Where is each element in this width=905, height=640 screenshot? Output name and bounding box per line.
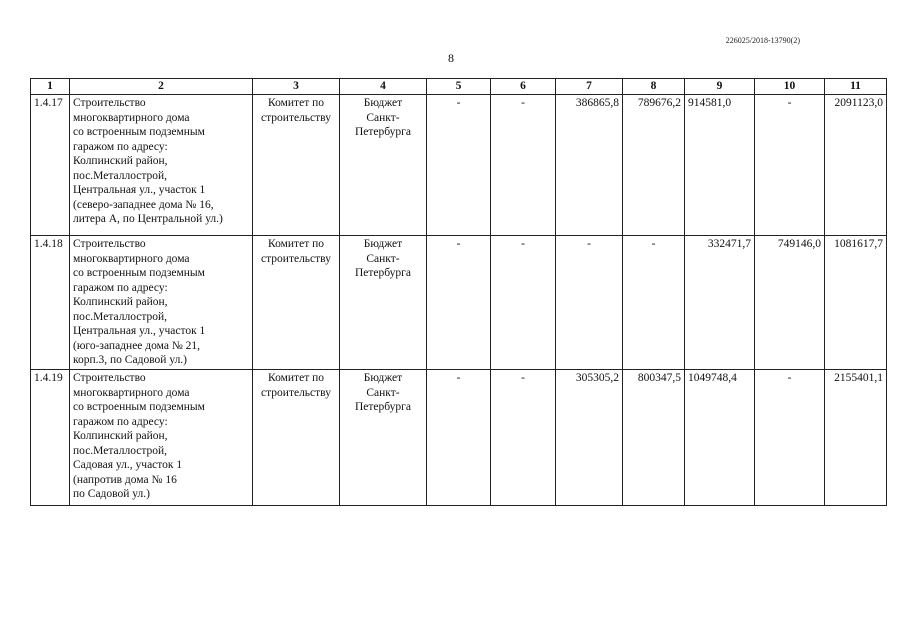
row-funding-source: Бюджет Санкт- Петербурга bbox=[340, 236, 427, 370]
row-customer: Комитет по строительству bbox=[253, 95, 340, 236]
row-description: Строительство многоквартирного дома со встроенным подземным гаражом по адресу: Колпинский район, пос.Металлострой, Центральная ул., участок 1 (северо-западнее дома № 16, литера А, по Центральной ул.) bbox=[70, 95, 253, 236]
row-number: 1.4.17 bbox=[31, 95, 70, 236]
document-id: 226025/2018-13790(2) bbox=[725, 36, 800, 45]
row-number: 1.4.18 bbox=[31, 236, 70, 370]
column-header: 7 bbox=[556, 79, 623, 95]
cell-col6: - bbox=[491, 95, 556, 236]
table-row bbox=[31, 95, 887, 236]
cell-col5: - bbox=[427, 95, 491, 236]
column-header: 6 bbox=[491, 79, 556, 95]
cell-col11: 2091123,0 bbox=[825, 95, 887, 236]
row-description: Строительство многоквартирного дома со встроенным подземным гаражом по адресу: Колпинский район, пос.Металлострой, Центральная ул., участок 1 (юго-западнее дома № 21, корп.3, по Садовой ул.) bbox=[70, 236, 253, 370]
column-header: 4 bbox=[340, 79, 427, 95]
table-header-row bbox=[31, 79, 887, 95]
row-number: 1.4.19 bbox=[31, 370, 70, 506]
cell-col10: - bbox=[755, 95, 825, 236]
column-header: 1 bbox=[31, 79, 70, 95]
cell-col5: - bbox=[427, 236, 491, 370]
cell-col8: 789676,2 bbox=[623, 95, 685, 236]
row-funding-source: Бюджет Санкт- Петербурга bbox=[340, 370, 427, 506]
column-header: 2 bbox=[70, 79, 253, 95]
table-row bbox=[31, 236, 887, 370]
column-header: 10 bbox=[755, 79, 825, 95]
cell-col9: 332471,7 bbox=[685, 236, 755, 370]
cell-col6: - bbox=[491, 236, 556, 370]
program-table bbox=[30, 78, 887, 506]
cell-col11: 1081617,7 bbox=[825, 236, 887, 370]
row-description: Строительство многоквартирного дома со встроенным подземным гаражом по адресу: Колпинский район, пос.Металлострой, Садовая ул., участок 1 (напротив дома № 16 по Садовой ул.) bbox=[70, 370, 253, 506]
row-funding-source: Бюджет Санкт- Петербурга bbox=[340, 95, 427, 236]
cell-col7: 305305,2 bbox=[556, 370, 623, 506]
column-header: 5 bbox=[427, 79, 491, 95]
table-row bbox=[31, 370, 887, 506]
cell-col9: 1049748,4 bbox=[685, 370, 755, 506]
cell-col10: 749146,0 bbox=[755, 236, 825, 370]
cell-col8: 800347,5 bbox=[623, 370, 685, 506]
cell-col7: 386865,8 bbox=[556, 95, 623, 236]
cell-col11: 2155401,1 bbox=[825, 370, 887, 506]
column-header: 3 bbox=[253, 79, 340, 95]
column-header: 9 bbox=[685, 79, 755, 95]
column-header: 8 bbox=[623, 79, 685, 95]
page-number: 8 bbox=[448, 51, 454, 65]
row-customer: Комитет по строительству bbox=[253, 236, 340, 370]
cell-col7: - bbox=[556, 236, 623, 370]
cell-col5: - bbox=[427, 370, 491, 506]
row-customer: Комитет по строительству bbox=[253, 370, 340, 506]
column-header: 11 bbox=[825, 79, 887, 95]
cell-col10: - bbox=[755, 370, 825, 506]
cell-col6: - bbox=[491, 370, 556, 506]
cell-col8: - bbox=[623, 236, 685, 370]
cell-col9: 914581,0 bbox=[685, 95, 755, 236]
